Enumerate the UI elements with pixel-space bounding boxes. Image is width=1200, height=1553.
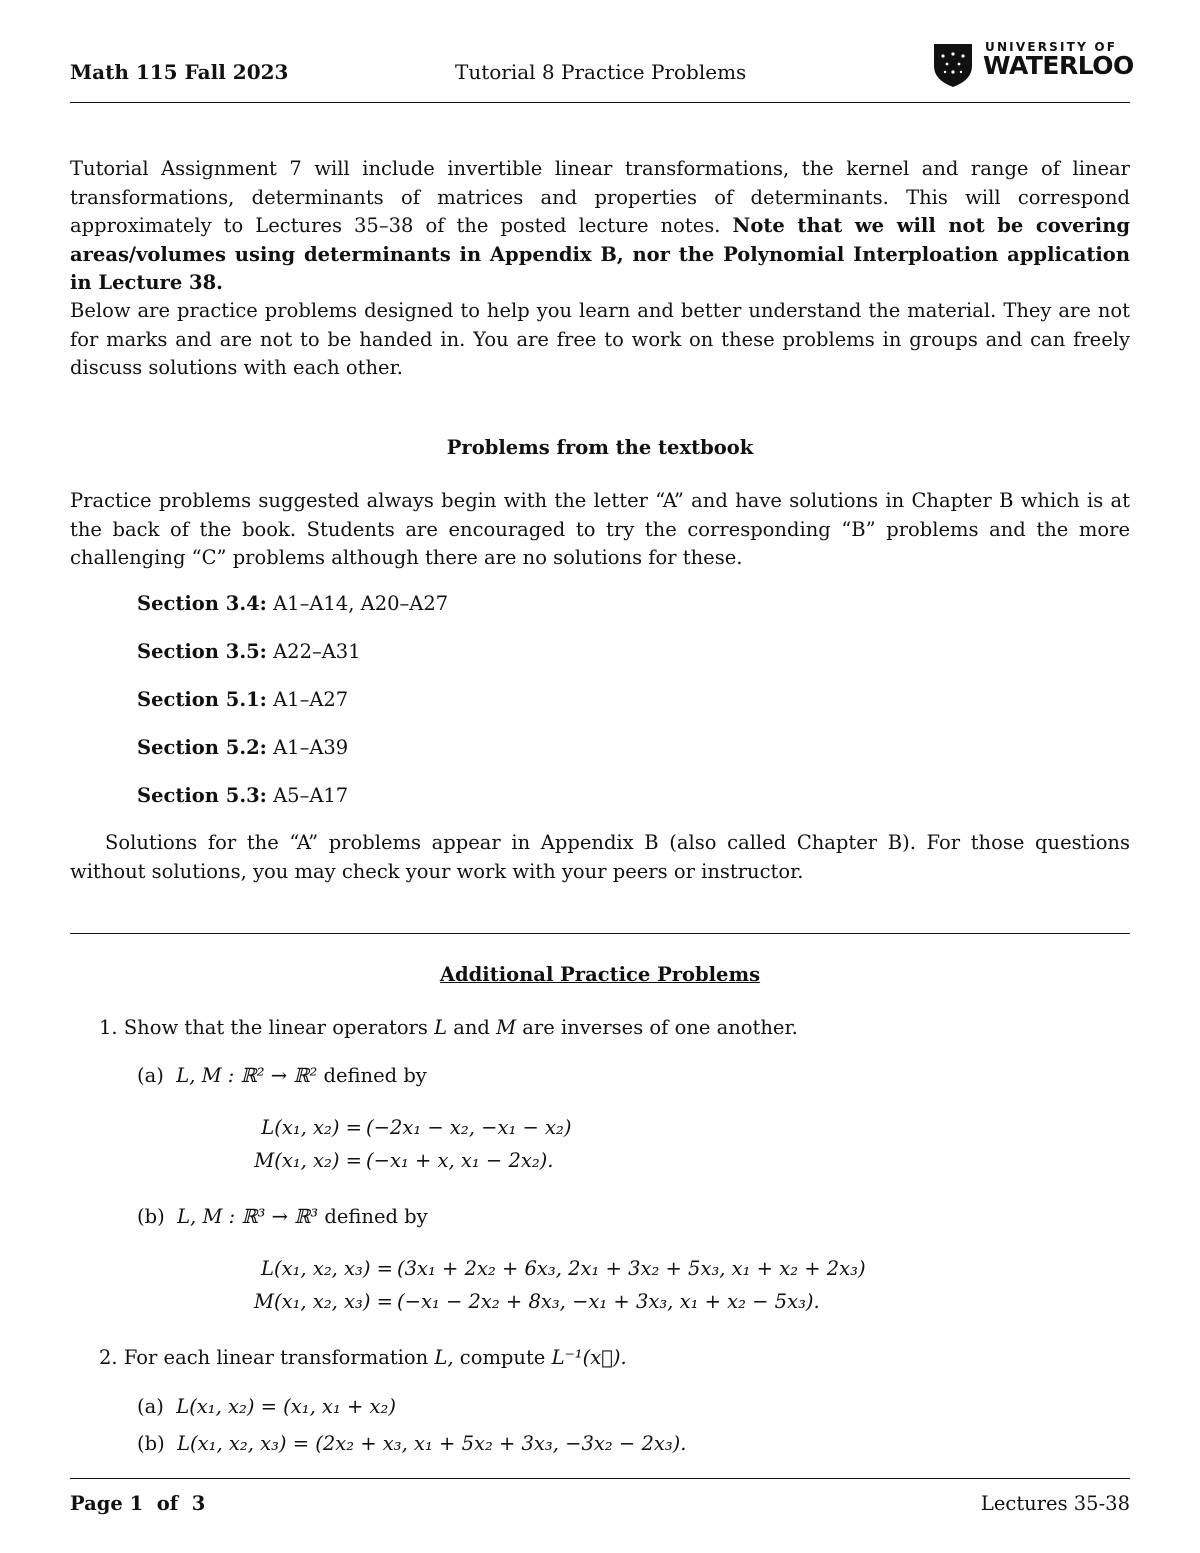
intro-note: Note that we will not be covering areas/volumes using determinants in Appendix B, nor the Polynomial Interploation application in Lecture 38.	[70, 214, 1131, 294]
part-label: (b)	[137, 1432, 165, 1455]
university-logo	[933, 40, 1133, 90]
problem-2b	[137, 1430, 686, 1459]
equation-rhs: (−x₁ + x, x₁ − 2x₂).	[366, 1149, 554, 1172]
part-label: (b)	[137, 1205, 165, 1228]
equation-lhs: M(x₁, x₂) =	[254, 1149, 362, 1172]
problem-1b	[137, 1203, 428, 1232]
math-expression: L, M : ℝ² → ℝ²	[176, 1064, 318, 1087]
section-range: A1–A14, A20–A27	[273, 592, 449, 615]
course-title: Math 115 Fall 2023	[70, 60, 289, 84]
math-expression: L⁻¹(x⃗).	[551, 1346, 627, 1369]
math-L: L	[434, 1016, 448, 1039]
math-M: M	[496, 1016, 517, 1039]
math-expression: L, M : ℝ³ → ℝ³	[177, 1205, 319, 1228]
problem-number: 2.	[99, 1346, 118, 1369]
intro-paragraph	[70, 155, 1130, 298]
solutions-note: Solutions for the “A” problems appear in Appendix B (also called Chapter B). For those questions without solutions, you may check your work with your peers or instructor.	[70, 831, 1130, 883]
equation-rhs: (−2x₁ − x₂, −x₁ − x₂)	[366, 1116, 572, 1139]
section-range: A1–A27	[273, 688, 349, 711]
math-expression: L(x₁, x₂) = (x₁, x₁ + x₂)	[176, 1395, 396, 1418]
section-label: Section 3.4:	[137, 592, 267, 615]
section-item	[137, 782, 348, 811]
equation-lhs: L(x₁, x₂, x₃) =	[261, 1257, 393, 1280]
practice-paragraph: Below are practice problems designed to help you learn and better understand the material. They are not for marks and are not to be handed in. You are free to work on these problems in groups and can freely discuss solutions with each other.	[70, 299, 1130, 379]
lecture-range: Lectures 35-38	[980, 1492, 1130, 1515]
equation-lhs: L(x₁, x₂) =	[261, 1116, 362, 1139]
additional-heading: Additional Practice Problems	[439, 963, 761, 986]
part-label: (a)	[137, 1064, 164, 1087]
shield-icon	[933, 42, 973, 88]
math-L: L,	[434, 1346, 454, 1369]
section-label: Section 3.5:	[137, 640, 267, 663]
problem-1a	[137, 1062, 427, 1091]
section-item	[137, 590, 448, 619]
section-label: Section 5.3:	[137, 784, 267, 807]
problem-1	[99, 1014, 798, 1043]
problem-number: 1.	[99, 1016, 118, 1039]
section-item	[137, 638, 361, 667]
part-text: defined by	[323, 1064, 427, 1087]
textbook-heading: Problems from the textbook	[446, 436, 754, 459]
problem-2	[99, 1344, 627, 1373]
section-item	[137, 686, 348, 715]
header-divider	[70, 102, 1130, 103]
section-label: Section 5.1:	[137, 688, 267, 711]
textbook-intro: Practice problems suggested always begin with the letter “A” and have solutions in Chapter B which is at the back of the book. Students are encouraged to try the corresponding “B” problems and the more challenging “C” problems although there are no solutions for these.	[70, 489, 1130, 569]
problem-2a	[137, 1393, 396, 1422]
problem-text: are inverses of one another.	[522, 1016, 798, 1039]
problem-text: and	[453, 1016, 490, 1039]
logo-line2: WATERLOO	[983, 51, 1134, 80]
equation-rhs: (−x₁ − 2x₂ + 8x₃, −x₁ + 3x₃, x₁ + x₂ − 5x₃).	[397, 1290, 820, 1313]
section-label: Section 5.2:	[137, 736, 267, 759]
section-item	[137, 734, 348, 763]
part-label: (a)	[137, 1395, 164, 1418]
math-expression: L(x₁, x₂, x₃) = (2x₂ + x₃, x₁ + 5x₂ + 3x₃, −3x₂ − 2x₃).	[177, 1432, 687, 1455]
problem-text: For each linear transformation	[123, 1346, 429, 1369]
document-title: Tutorial 8 Practice Problems	[455, 60, 747, 84]
equation-rhs: (3x₁ + 2x₂ + 6x₃, 2x₁ + 3x₂ + 5x₃, x₁ + x₂ + 2x₃)	[397, 1257, 866, 1280]
part-text: defined by	[324, 1205, 428, 1228]
section-range: A5–A17	[273, 784, 349, 807]
footer-divider	[70, 1478, 1130, 1479]
section-range: A1–A39	[273, 736, 349, 759]
logo-line1: UNIVERSITY OF	[985, 40, 1118, 54]
equation-lhs: M(x₁, x₂, x₃) =	[254, 1290, 393, 1313]
page-number: Page 1 of 3	[70, 1492, 206, 1515]
section-divider	[70, 933, 1130, 934]
intro-text: Tutorial Assignment 7 will include invertible linear transformations, the kernel and range of linear transformations, determinants of matrices and properties of determinants. This will correspond approximately to Lectures 35–38 of the posted lecture notes.	[70, 157, 1130, 237]
problem-text: Show that the linear operators	[123, 1016, 428, 1039]
problem-text: compute	[459, 1346, 546, 1369]
section-range: A22–A31	[273, 640, 361, 663]
